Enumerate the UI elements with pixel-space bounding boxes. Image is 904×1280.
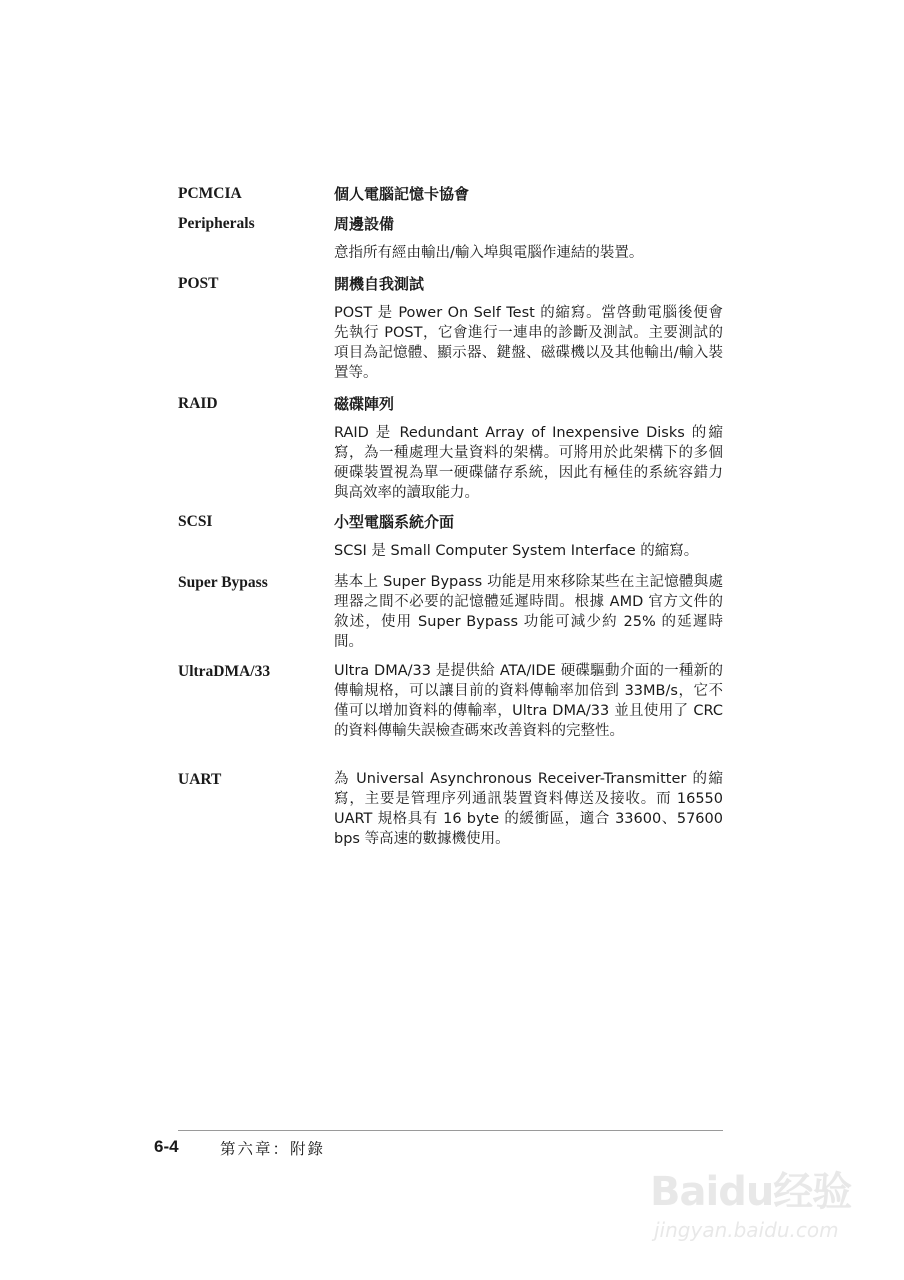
term-uart: UART [178,771,222,788]
desc-scsi: SCSI 是 Small Computer System Interface 的縮寫。 [334,543,699,559]
term-scsi: SCSI [178,513,213,530]
entry-ultradma [178,661,723,741]
term-ultradma: UltraDMA/33 [178,663,271,680]
footer-divider [178,1130,723,1131]
term-post: POST [178,275,219,292]
heading-scsi: 小型電腦系統介面 [334,513,455,531]
page-number: 6-4 [154,1137,179,1156]
entry-peripherals [178,213,723,263]
entry-uart [178,769,723,849]
desc-ultradma: Ultra DMA/33 是提供給 ATA/IDE 硬碟驅動介面的一種新的傳輸規格，可以讓目前的資料傳輸率加倍到 33MB/s，它不僅可以增加資料的傳輸率，Ultra DMA/33 並且使用了 CRC 的資料傳輸失誤檢查碼來改善資料的完整性。 [334,663,723,739]
desc-peripherals: 意指所有經由輸出/輸入埠與電腦作連結的裝置。 [334,245,644,261]
chapter-title: 第六章：附錄 [220,1140,326,1158]
term-super-bypass: Super Bypass [178,574,268,591]
desc-uart: 為 Universal Asynchronous Receiver-Transmitter 的縮寫，主要是管理序列通訊裝置資料傳送及接收。而 16550 UART 規格具有 16 byte 的緩衝區，適合 33600、57600 bps 等高速的數據機使用。 [334,771,723,847]
term-peripherals: Peripherals [178,215,255,232]
entry-raid [178,393,723,503]
heading-pcmcia: 個人電腦記憶卡協會 [334,185,470,203]
baidu-watermark [640,1150,860,1260]
desc-super-bypass: 基本上 Super Bypass 功能是用來移除某些在主記憶體與處理器之間不必要的記憶體延遲時間。根據 AMD 官方文件的敘述，使用 Super Bypass 功能可減少約 25% 的延遲時間。 [334,574,723,650]
entry-post [178,273,723,383]
watermark-logo: Baidu经验 [650,1169,852,1215]
term-pcmcia: PCMCIA [178,185,242,202]
watermark-url: jingyan.baidu.com [654,1218,839,1242]
entry-super-bypass [178,572,723,652]
desc-post: POST 是 Power On Self Test 的縮寫。當啓動電腦後便會先執行 POST，它會進行一連串的診斷及測試。主要測試的項目為記憶體、顯示器、鍵盤、磁碟機以及其他輸出/輸入裝置等。 [334,305,723,381]
heading-peripherals: 周邊設備 [334,215,395,233]
entry-pcmcia [178,183,723,205]
desc-raid: RAID 是 Redundant Array of Inexpensive Disks 的縮寫，為一種處理大量資料的架構。可將用於此架構下的多個硬碟裝置視為單一硬碟儲存系統，因此有極佳的系統容錯力與高效率的讀取能力。 [334,425,723,501]
entry-scsi [178,511,723,561]
term-raid: RAID [178,395,218,412]
heading-raid: 磁碟陣列 [334,395,395,413]
heading-post: 開機自我測試 [334,275,425,293]
